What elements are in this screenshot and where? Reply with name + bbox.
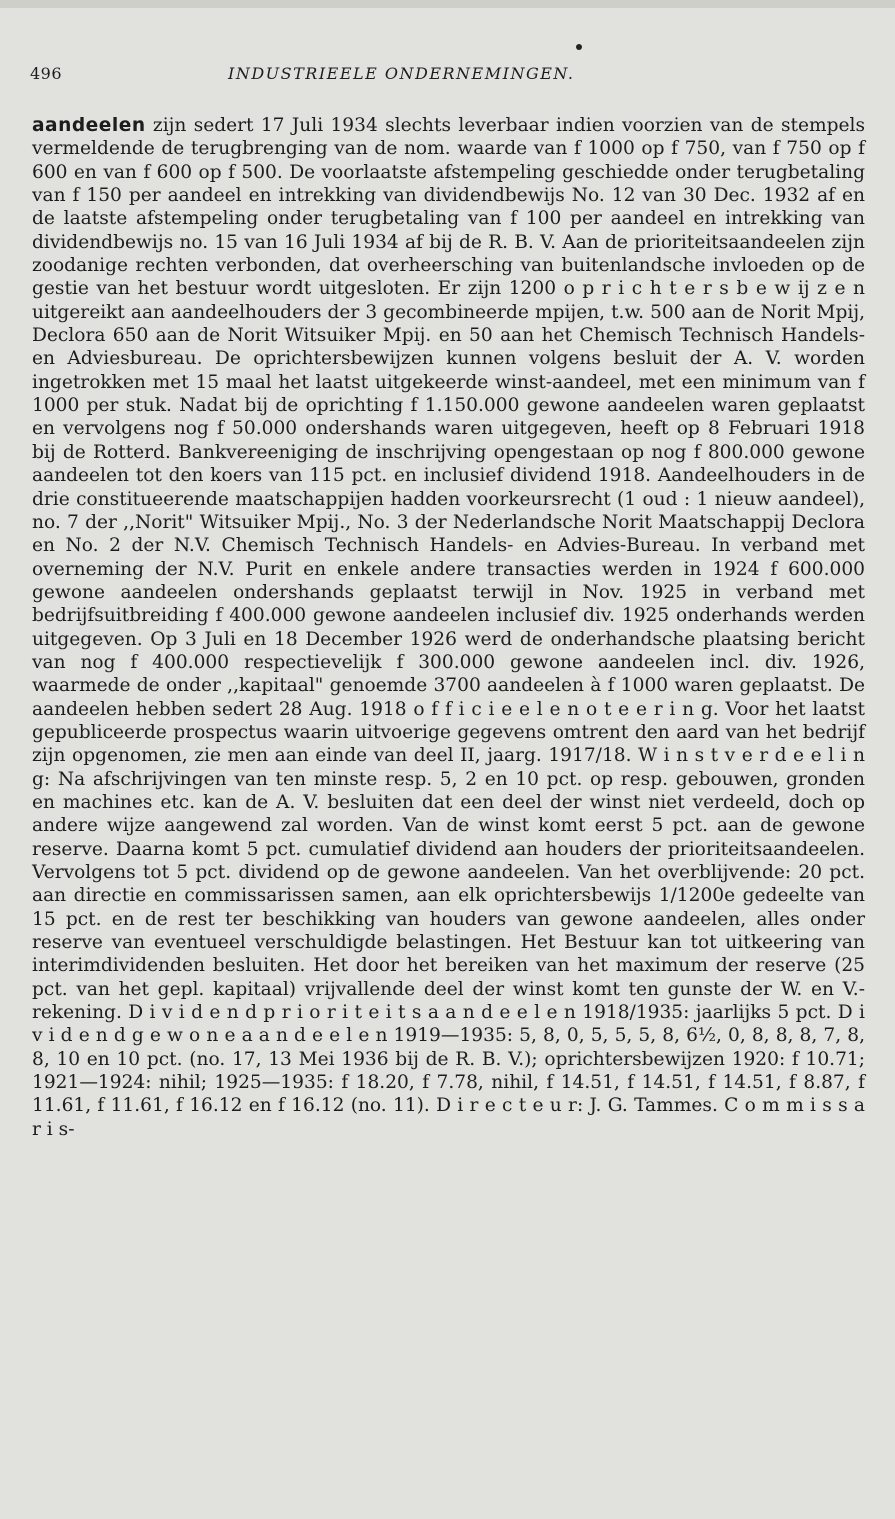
page-number: 496	[30, 64, 63, 83]
page-top-edge	[0, 0, 895, 8]
body-paragraph	[32, 114, 865, 1141]
running-title: INDUSTRIEELE ONDERNEMINGEN.	[228, 64, 575, 83]
ink-dot	[576, 44, 582, 50]
page-header	[30, 64, 865, 86]
lead-word: aandeelen	[32, 115, 146, 136]
body-text: zijn sedert 17 Juli 1934 slechts leverbaar indien voorzien van de stempels vermeldende de terugbrenging van de nom. waarde van f 1000 op f 750, van f 750 op f 600 en van f 600 op f 500. De voorlaatste afstempeling geschiedde onder terugbetaling van f 150 per aandeel en intrekking van dividendbewijs No. 12 van 30 Dec. 1932 af en de laatste afstempeling onder terugbetaling van f 100 per aandeel en intrekking van dividendbewijs no. 15 van 16 Juli 1934 af bij de R. B. V. Aan de prioriteitsaandeelen zijn zoodanige rechten verbonden, dat overheersching van buitenlandsche invloeden op de gestie van het bestuur wordt uitgesloten. Er zijn 1200 o p r i c h t e r s b e w ij z e n uitgereikt aan aandeelhouders der 3 gecombineerde mpijen, t.w. 500 aan de Norit Mpij, Declora 650 aan de Norit Witsuiker Mpij. en 50 aan het Chemisch Technisch Handels- en Adviesbureau. De oprichtersbewijzen kunnen volgens besluit der A. V. worden ingetrokken met 15 maal het laatst uitgekeerde winst-aandeel, met een minimum van f 1000 per stuk. Nadat bij de oprichting f 1.150.000 gewone aandeelen waren geplaatst en vervolgens nog f 50.000 ondershands waren uitgegeven, heeft op 8 Februari 1918 bij de Rotterd. Bankvereeniging de inschrijving opengestaan op nog f 800.000 gewone aandeelen tot den koers van 115 pct. en inclusief dividend 1918. Aandeelhouders in de drie constitueerende maatschappijen hadden voorkeursrecht (1 oud : 1 nieuw aandeel), no. 7 der ,,Norit" Witsuiker Mpij., No. 3 der Nederlandsche Norit Maatschappij Declora en No. 2 der N.V. Chemisch Technisch Handels- en Advies-Bureau. In verband met overneming der N.V. Purit en enkele andere transacties werden in 1924 f 600.000 gewone aandeelen ondershands geplaatst terwijl in Nov. 1925 in verband met bedrijfsuitbreiding f 400.000 gewone aandeelen inclusief div. 1925 onderhands werden uitgegeven. Op 3 Juli en 18 December 1926 werd de onderhandsche plaatsing bericht van nog f 400.000 respectievelijk f 300.000 gewone aandeelen incl. div. 1926, waarmede de onder ,,kapitaal" genoemde 3700 aandeelen à f 1000 waren geplaatst. De aandeelen hebben sedert 28 Aug. 1918 o f f i c i e e l e n o t e e r i n g. Voor het laatst gepubliceerde prospectus waarin uitvoerige gegevens omtrent den aard van het bedrijf zijn opgenomen, zie men aan einde van deel II, jaarg. 1917/18. W i n s t v e r d e e l i n g: Na afschrijvingen van ten minste resp. 5, 2 en 10 pct. op resp. gebouwen, gronden en machines etc. kan de A. V. besluiten dat een deel der winst niet verdeeld, doch op andere wijze aangewend zal worden. Van de winst komt eerst 5 pct. aan de gewone reserve. Daarna komt 5 pct. cumulatief dividend aan houders der prioriteitsaandeelen. Vervolgens tot 5 pct. dividend op de gewone aandeelen. Van het overblijvende: 20 pct. aan directie en commissarissen samen, aan elk oprichtersbewijs 1/1200e gedeelte van 15 pct. en de rest ter beschikking van houders van gewone aandeelen, alles onder reserve van eventueel verschuldigde belastingen. Het Bestuur kan tot uitkeering van interimdividenden besluiten. Het door het bereiken van het maximum der reserve (25 pct. van het gepl. kapitaal) vrijvallende deel der winst komt ten gunste der W. en V.-rekening. D i v i d e n d p r i o r i t e i t s a a n d e e l e n 1918/1935: jaarlijks 5 pct. D i v i d e n d g e w o n e a a n d e e l e n 1919—1935: 5, 8, 0, 5, 5, 5, 8, 6½, 0, 8, 8, 8, 7, 8, 8, 10 en 10 pct. (no. 17, 13 Mei 1936 bij de R. B. V.); oprichtersbewijzen 1920: f 10.71; 1921—1924: nihil; 1925—1935: f 18.20, f 7.78, nihil, f 14.51, f 14.51, f 14.51, f 8.87, f 11.61, f 11.61, f 16.12 en f 16.12 (no. 11). D i r e c t e u r: J. G. Tammes. C o m m i s s a r i s-	[32, 115, 865, 1140]
